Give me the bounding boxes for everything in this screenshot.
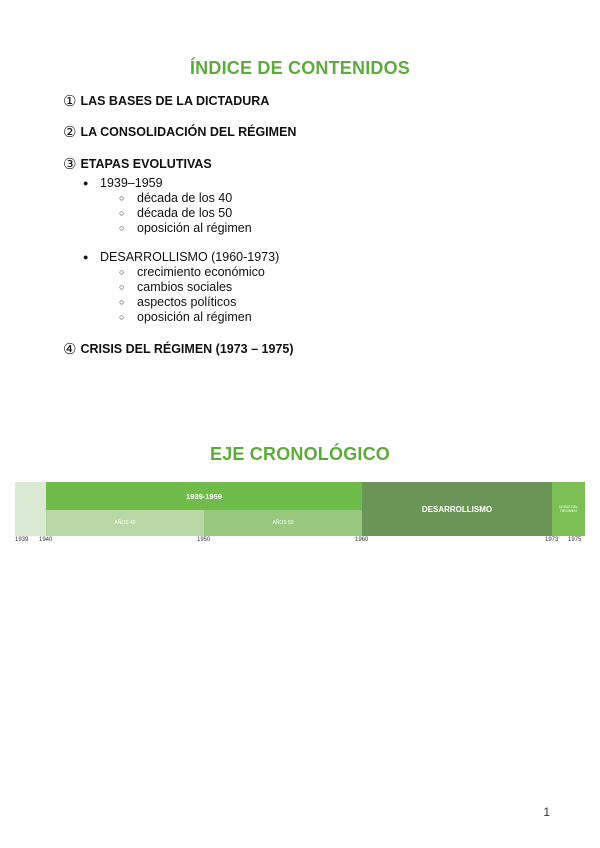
section-number: ④ <box>63 341 77 358</box>
circle-bullet-icon: ○ <box>119 311 125 322</box>
toc-section-1 <box>63 92 543 110</box>
section-number: ③ <box>63 156 77 173</box>
list-item <box>119 220 543 235</box>
subsection-items <box>83 264 543 324</box>
list-item <box>119 309 543 324</box>
subsection-desarrollismo <box>83 249 543 264</box>
item-label: crecimiento económico <box>137 264 265 279</box>
bullet-icon: ● <box>83 251 89 262</box>
circle-bullet-icon: ○ <box>119 296 125 307</box>
timeline-band-50s <box>204 510 362 536</box>
tick-label: 1960 <box>355 537 369 543</box>
section-label: CRISIS DEL RÉGIMEN (1973 – 1975) <box>80 342 294 356</box>
list-item <box>119 264 543 279</box>
list-item <box>83 249 543 264</box>
list-item <box>83 175 543 190</box>
timeline-band-desarrollismo <box>362 482 552 536</box>
table-of-contents <box>63 92 543 358</box>
circle-bullet-icon: ○ <box>119 192 125 203</box>
toc-section-3 <box>63 155 543 173</box>
tick-label: 1975 <box>568 537 582 543</box>
band-label: AÑOS 40 <box>114 520 136 526</box>
section-label: ETAPAS EVOLUTIVAS <box>80 157 212 171</box>
timeline-band-start <box>15 482 46 536</box>
band-label: AÑOS 50 <box>272 520 294 526</box>
subsection-items <box>83 190 543 235</box>
page-number: 1 <box>543 805 550 819</box>
timeline-title: EJE CRONOLÓGICO <box>209 444 391 464</box>
item-label: década de los 50 <box>137 205 233 220</box>
band-label: DESARROLLISMO <box>421 504 493 514</box>
tick-label: 1940 <box>39 537 53 543</box>
list-item <box>119 205 543 220</box>
section-number: ① <box>63 93 77 110</box>
item-label: oposición al régimen <box>137 309 252 324</box>
circle-bullet-icon: ○ <box>119 207 125 218</box>
list-item <box>119 190 543 205</box>
subsection-label: DESARROLLISMO (1960-1973) <box>100 249 280 264</box>
section-label: LAS BASES DE LA DICTADURA <box>80 94 270 108</box>
item-label: cambios sociales <box>137 279 233 294</box>
item-label: década de los 40 <box>137 190 233 205</box>
section-label: LA CONSOLIDACIÓN DEL RÉGIMEN <box>80 125 297 139</box>
timeline-band-1939-1959 <box>46 482 362 510</box>
list-item <box>119 279 543 294</box>
list-item <box>119 294 543 309</box>
circle-bullet-icon: ○ <box>119 266 125 277</box>
bullet-icon: ● <box>83 177 89 188</box>
toc-section-4 <box>63 340 543 358</box>
tick-label: 1939 <box>15 537 29 543</box>
band-label: CRISIS DEL RÉGIMEN <box>558 505 579 513</box>
timeline-chart <box>15 482 585 536</box>
section-number: ② <box>63 124 77 141</box>
tick-label: 1950 <box>197 537 211 543</box>
circle-bullet-icon: ○ <box>119 281 125 292</box>
item-label: oposición al régimen <box>137 220 252 235</box>
toc-section-2 <box>63 123 543 141</box>
timeline-band-crisis <box>552 482 585 536</box>
tick-label: 1973 <box>545 537 559 543</box>
subsection-1939-1959 <box>83 175 543 190</box>
circle-bullet-icon: ○ <box>119 222 125 233</box>
subsection-label: 1939–1959 <box>100 175 163 190</box>
timeline-band-40s <box>46 510 204 536</box>
timeline-ticks <box>15 537 585 547</box>
toc-title: ÍNDICE DE CONTENIDOS <box>189 58 411 78</box>
band-label: 1939-1959 <box>186 491 222 501</box>
item-label: aspectos políticos <box>137 294 237 309</box>
